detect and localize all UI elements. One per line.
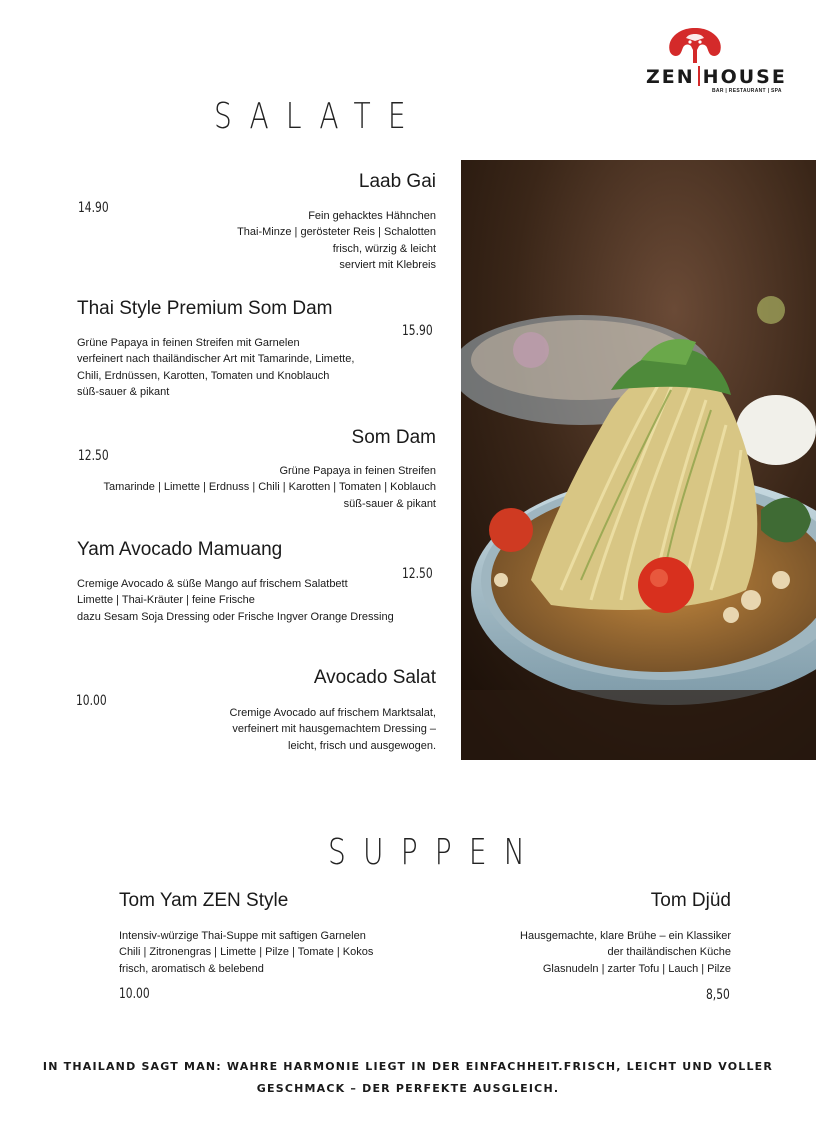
brand-tagline: BAR | RESTAURANT | SPA [712, 88, 782, 94]
footer-quote [0, 1056, 816, 1100]
price-tom-yam: 10.00 [119, 986, 150, 1002]
dish-name-som-dam: Som Dam [351, 427, 436, 448]
desc-som-dam: Grüne Papaya in feinen Streifen Tamarinde | Limette | Erdnuss | Chili | Karotten | Tomaten | Koblauch süß-sauer & pikant [103, 465, 436, 510]
brand-name-right: HOUSE [702, 66, 787, 88]
dish-name-tom-djud: Tom Djüd [650, 890, 731, 911]
dish-name-premium-som-dam: Thai Style Premium Som Dam [77, 298, 333, 319]
brand-divider [698, 66, 700, 86]
desc-premium-som-dam: Grüne Papaya in feinen Streifen mit Garnelen verfeinert nach thailändischer Art mit Tamarinde, Limette, Chili, Erdnüssen, Karotten, Tomaten und Knoblauch süß-sauer & pikant [77, 337, 355, 399]
price-yam-avocado-mamuang: 12.50 [402, 566, 433, 582]
brand-name-left: ZEN [646, 66, 695, 88]
price-laab-gai: 14.90 [78, 200, 109, 216]
desc-tom-djud: Hausgemachte, klare Brühe – ein Klassiker der thailändischen Küche Glasnudeln | zarter Tofu | Lauch | Pilze [520, 930, 731, 975]
desc-avocado-salat: Cremige Avocado auf frischem Marktsalat, verfeinert mit hausgemachtem Dressing – leicht, frisch und ausgewogen. [229, 707, 436, 752]
food-photo [461, 160, 816, 760]
section-title-salate: SALATE [214, 96, 423, 137]
section-title-suppen: SUPPEN [328, 832, 542, 873]
desc-yam-avocado-mamuang: Cremige Avocado & süße Mango auf frischem Salatbett Limette | Thai-Kräuter | feine Frische dazu Sesam Soja Dressing oder Frische Ingver Orange Dressing [77, 578, 394, 623]
price-avocado-salat: 10.00 [76, 693, 107, 709]
footer-line-1: IN THAILAND SAGT MAN: WAHRE HARMONIE LIEGT IN DER EINFACHHEIT.FRISCH, LEICHT UND VOLLER [42, 1060, 774, 1073]
dish-name-tom-yam: Tom Yam ZEN Style [119, 890, 289, 911]
brand-logo [646, 26, 787, 96]
dish-name-laab-gai: Laab Gai [358, 171, 436, 192]
price-tom-djud: 8,50 [706, 987, 730, 1003]
price-premium-som-dam: 15.90 [402, 323, 433, 339]
footer-line-2: GESCHMACK – DER PERFEKTE AUSGLEICH. [256, 1082, 560, 1095]
dish-name-yam-avocado-mamuang: Yam Avocado Mamuang [77, 539, 283, 560]
desc-tom-yam: Intensiv-würzige Thai-Suppe mit saftigen Garnelen Chili | Zitronengras | Limette | Pilze | Tomate | Kokos frisch, aromatisch & belebend [119, 930, 374, 975]
dish-name-avocado-salat: Avocado Salat [313, 667, 436, 688]
price-som-dam: 12.50 [78, 448, 109, 464]
elephant-logo-icon [666, 26, 724, 66]
desc-laab-gai: Fein gehacktes Hähnchen Thai-Minze | gerösteter Reis | Schalotten frisch, würzig & leicht serviert mit Klebreis [237, 210, 436, 272]
